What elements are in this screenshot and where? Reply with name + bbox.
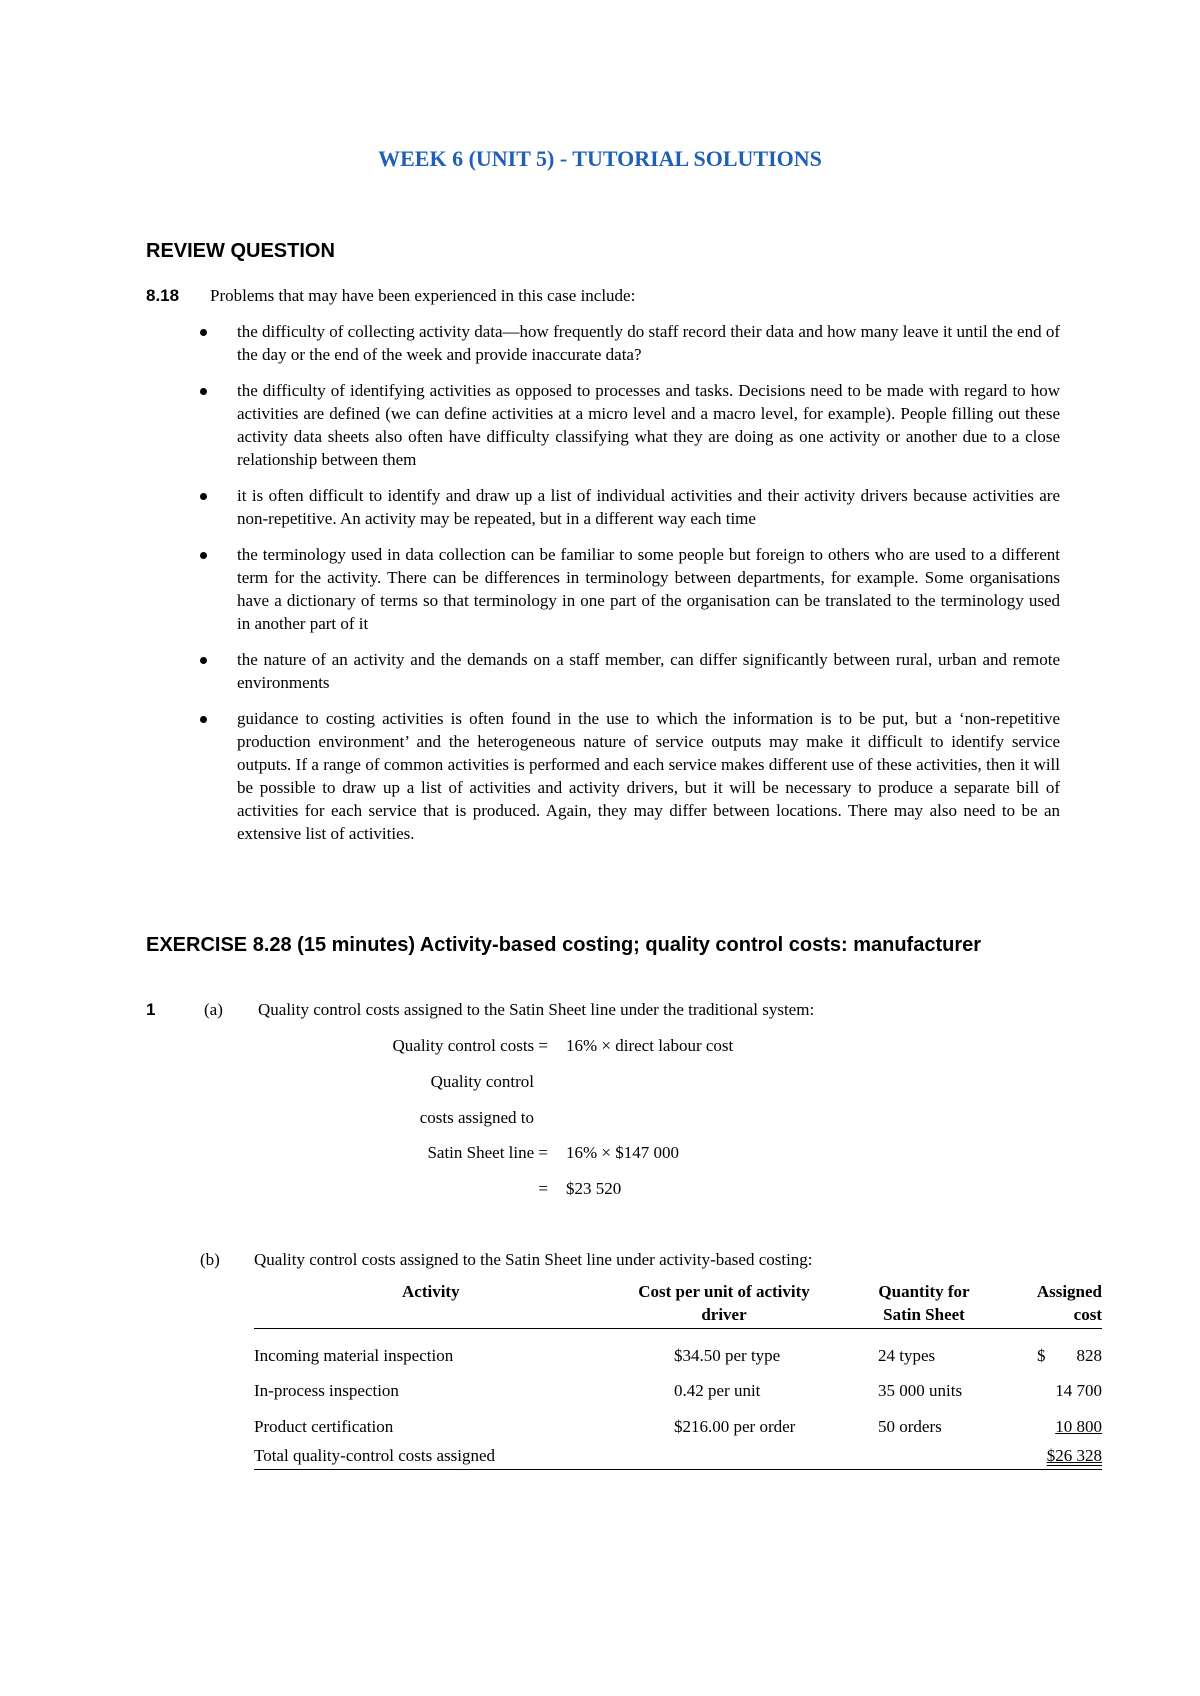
header-cost-per-unit [614,1280,834,1326]
document-title: WEEK 6 (UNIT 5) - TUTORIAL SOLUTIONS [378,146,822,171]
header-cost-per-unit-line2: driver [701,1305,747,1324]
calc-line3-lhs: costs assigned to [419,1108,534,1127]
bullet-icon [200,493,207,500]
header-cost-per-unit-line1: Cost per unit of activity [638,1282,810,1301]
problem-list [200,320,1060,858]
row-quantity: 24 types [878,1346,936,1365]
list-item-text: the nature of an activity and the demands on a staff member, can differ significantly between rural, urban and remote environments [237,650,1060,692]
header-quantity-line2: Satin Sheet [883,1305,965,1324]
list-item [200,707,1060,845]
list-item [200,379,1060,471]
part-b-letter: (b) [200,1250,220,1269]
part-a-text: Quality control costs assigned to the Satin Sheet line under the traditional system: [258,1000,815,1019]
row-rate: $216.00 per order [674,1417,796,1436]
list-item [200,484,1060,530]
list-item-text: the terminology used in data collection can be familiar to some people but foreign to others who are used to a different term for the activity. There can be differences in terminology between departments, for example. Some organisations have a dictionary of terms so that terminology in one part of the organisation can be translated to the terminology used in another part of it [237,545,1060,633]
part-a-line [146,1000,814,1020]
row-cost: 828 [1076,1346,1102,1365]
calc-line1-rhs: 16% × direct labour cost [566,1036,734,1055]
bullet-icon [200,657,207,664]
row-activity: Product certification [254,1417,394,1436]
header-assigned-line2: cost [1073,1305,1102,1324]
calc-line4-lhs: Satin Sheet line = [427,1143,548,1162]
header-quantity [854,1280,994,1326]
list-item [200,543,1060,635]
review-question-heading: REVIEW QUESTION [146,240,335,262]
bullet-icon [200,716,207,723]
row-currency: $ [1037,1346,1046,1365]
row-activity: In-process inspection [254,1381,399,1400]
row-activity: Incoming material inspection [254,1346,454,1365]
total-label: Total quality-control costs assigned [254,1446,496,1465]
question-number: 8.18 [146,286,180,305]
table-bottom-rule [254,1469,1102,1470]
row-quantity: 50 orders [878,1417,942,1436]
list-item [200,320,1060,366]
row-cost: 14 700 [1055,1381,1102,1400]
row-cost: 10 800 [1055,1417,1102,1436]
header-quantity-line1: Quantity for [878,1282,970,1301]
header-assigned-cost [994,1280,1102,1326]
list-item [200,648,1060,694]
header-activity: Activity [402,1282,460,1301]
question-intro: Problems that may have been experienced in this case include: [210,286,636,305]
calc-line1-lhs: Quality control costs = [392,1036,548,1055]
total-value: $26 328 [1046,1446,1102,1465]
bullet-icon [200,552,207,559]
bullet-icon [200,329,207,336]
calc-line2-lhs: Quality control [430,1072,534,1091]
calc-line4-rhs: 16% × $147 000 [566,1143,679,1162]
part-number: 1 [146,1000,156,1019]
part-a-letter: (a) [204,1000,223,1019]
list-item-text: the difficulty of collecting activity data—how frequently do staff record their data and how many leave it until the end of the day or the end of the week and provide inaccurate data? [237,322,1060,364]
header-divider [254,1328,1102,1329]
list-item-text: the difficulty of identifying activities as opposed to processes and tasks. Decisions need to be made with regard to how activities are defined (we can define activities at a micro level and a macro level, for example). People filling out these activity data sheets also often have difficulty classifying what they are doing as one activity or another due to a close relationship between them [237,381,1060,469]
part-b-line [200,1250,813,1270]
row-rate: $34.50 per type [674,1346,781,1365]
list-item-text: guidance to costing activities is often found in the use to which the information is to be put, but a ‘non-repetitive production environment’ and the heterogeneous nature of service outputs may make it difficult to identify service outputs. If a range of common activities is performed and each service makes different use of these activities, then it will be possible to draw up a list of activities and activity drivers, but it will be necessary to produce a separate bill of activities for each service that is produced. Again, they may differ between locations. There may also need to be an extensive list of activities. [237,709,1060,843]
header-assigned-line1: Assigned [1036,1282,1102,1301]
calc-line5-rhs: $23 520 [566,1179,622,1198]
calc-line5-lhs: = [538,1179,548,1198]
list-item-text: it is often difficult to identify and draw up a list of individual activities and their activity drivers because activities are non-repetitive. An activity may be repeated, but in a different way each time [237,486,1060,528]
row-rate: 0.42 per unit [674,1381,761,1400]
exercise-heading: EXERCISE 8.28 (15 minutes) Activity-based costing; quality control costs: manufacturer [146,934,982,956]
row-quantity: 35 000 units [878,1381,963,1400]
question-line [146,286,635,306]
bullet-icon [200,388,207,395]
part-b-text: Quality control costs assigned to the Satin Sheet line under activity-based costing: [254,1250,813,1269]
